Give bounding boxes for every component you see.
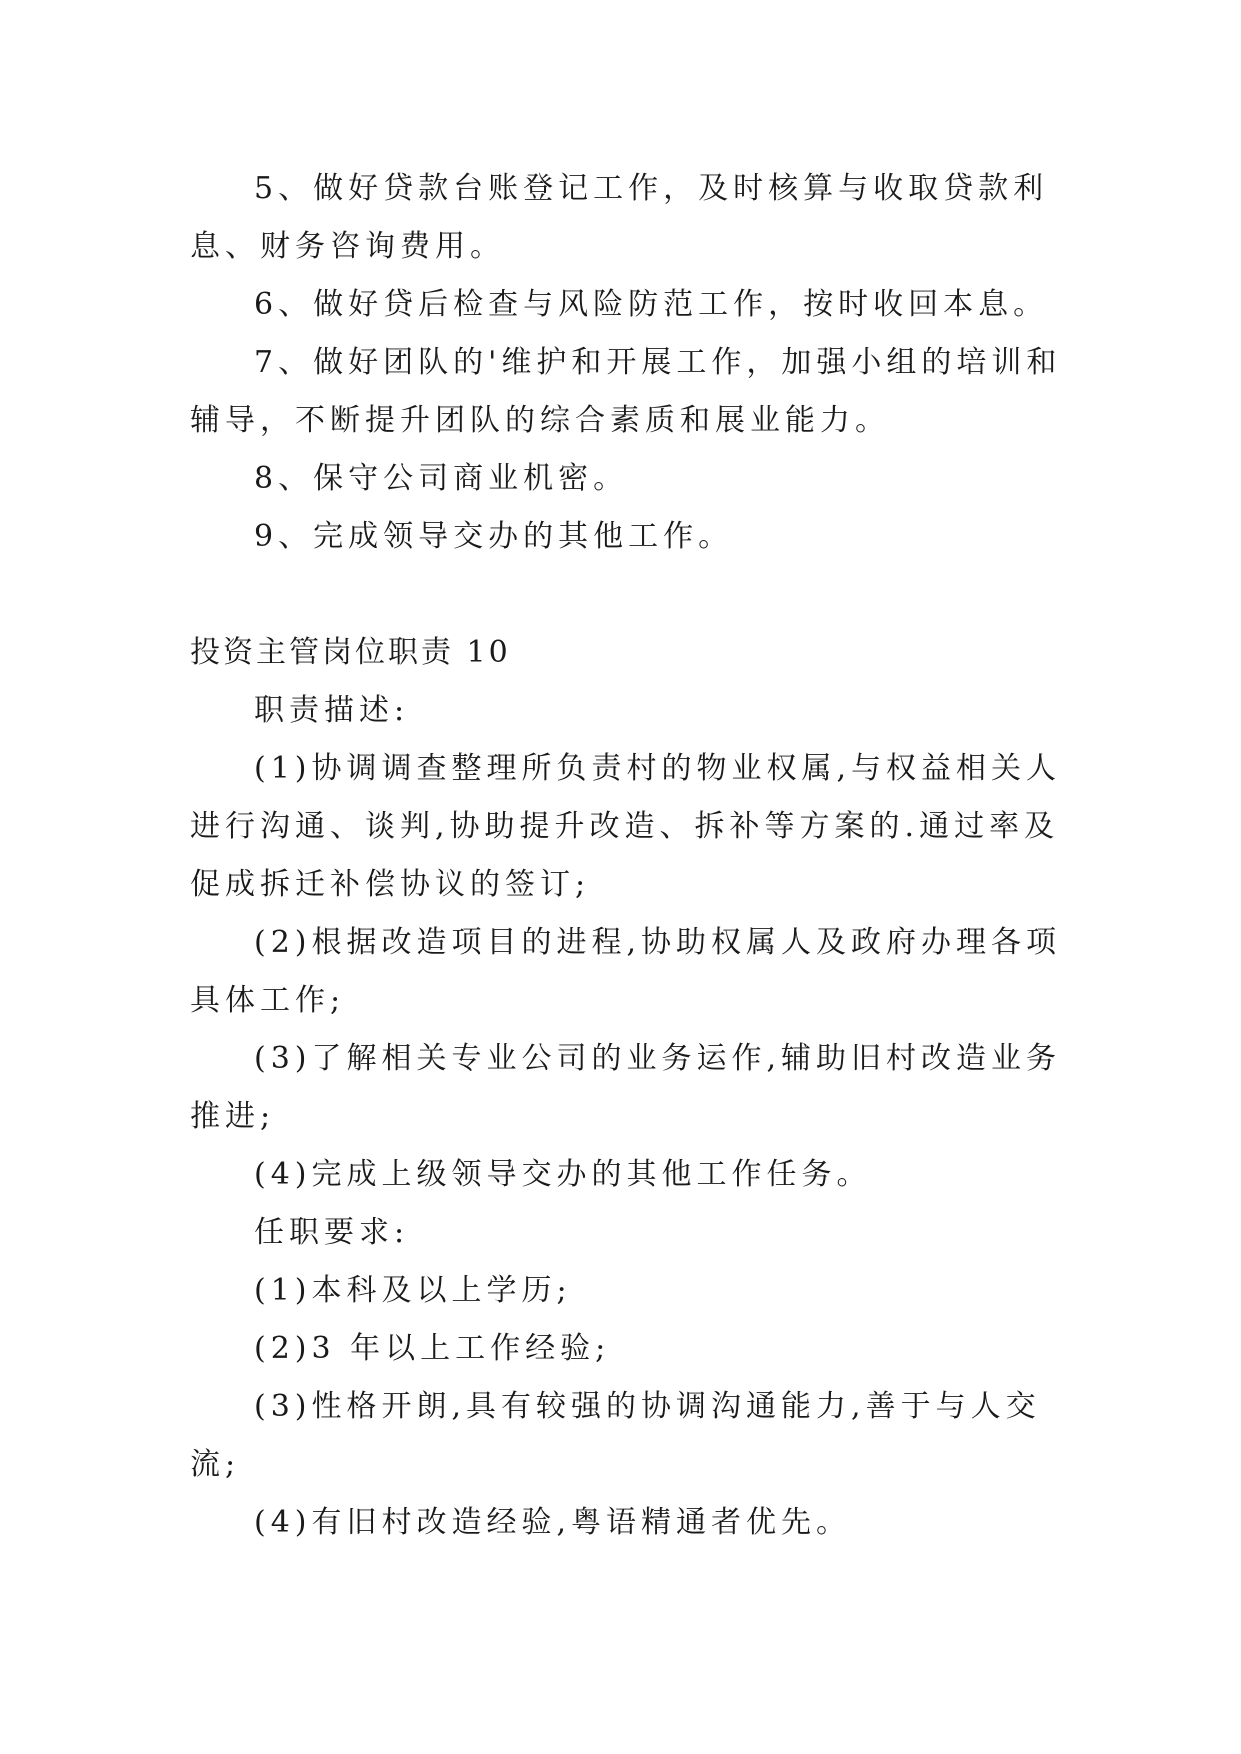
duty-item-3: (3)了解相关专业公司的业务运作,辅助旧村改造业务推进; [190,1041,1062,1134]
duty-item-1: (1)协调调查整理所负责村的物业权属,与权益相关人进行沟通、谈判,协助提升改造、拆补等方案的.通过率及促成拆迁补偿协议的签订; [190,751,1062,902]
document-body [190,160,1070,1552]
requirement-item-1: (1)本科及以上学历; [254,1273,572,1308]
paragraph-item-6: 6、做好贷后检查与风险防范工作，按时收回本息。 [254,287,1049,322]
requirement-item-2: (2)3 年以上工作经验; [254,1331,611,1366]
section-title: 投资主管岗位职责 10 [190,635,511,670]
paragraph-item-7: 7、做好团队的'维护和开展工作，加强小组的培训和辅导，不断提升团队的综合素质和展业能力。 [190,345,1062,438]
requirement-item-4: (4)有旧村改造经验,粤语精通者优先。 [254,1505,852,1540]
paragraph-item-9: 9、完成领导交办的其他工作。 [254,519,734,554]
paragraph-item-5: 5、做好贷款台账登记工作，及时核算与收取贷款利息、财务咨询费用。 [190,171,1049,264]
requirement-item-3: (3)性格开朗,具有较强的协调沟通能力,善于与人交流; [190,1389,1041,1482]
paragraph-item-8: 8、保守公司商业机密。 [254,461,629,496]
duties-label: 职责描述: [254,693,410,728]
duty-item-4: (4)完成上级领导交办的其他工作任务。 [254,1157,872,1192]
requirements-label: 任职要求: [254,1215,410,1250]
duty-item-2: (2)根据改造项目的进程,协助权属人及政府办理各项具体工作; [190,925,1062,1018]
